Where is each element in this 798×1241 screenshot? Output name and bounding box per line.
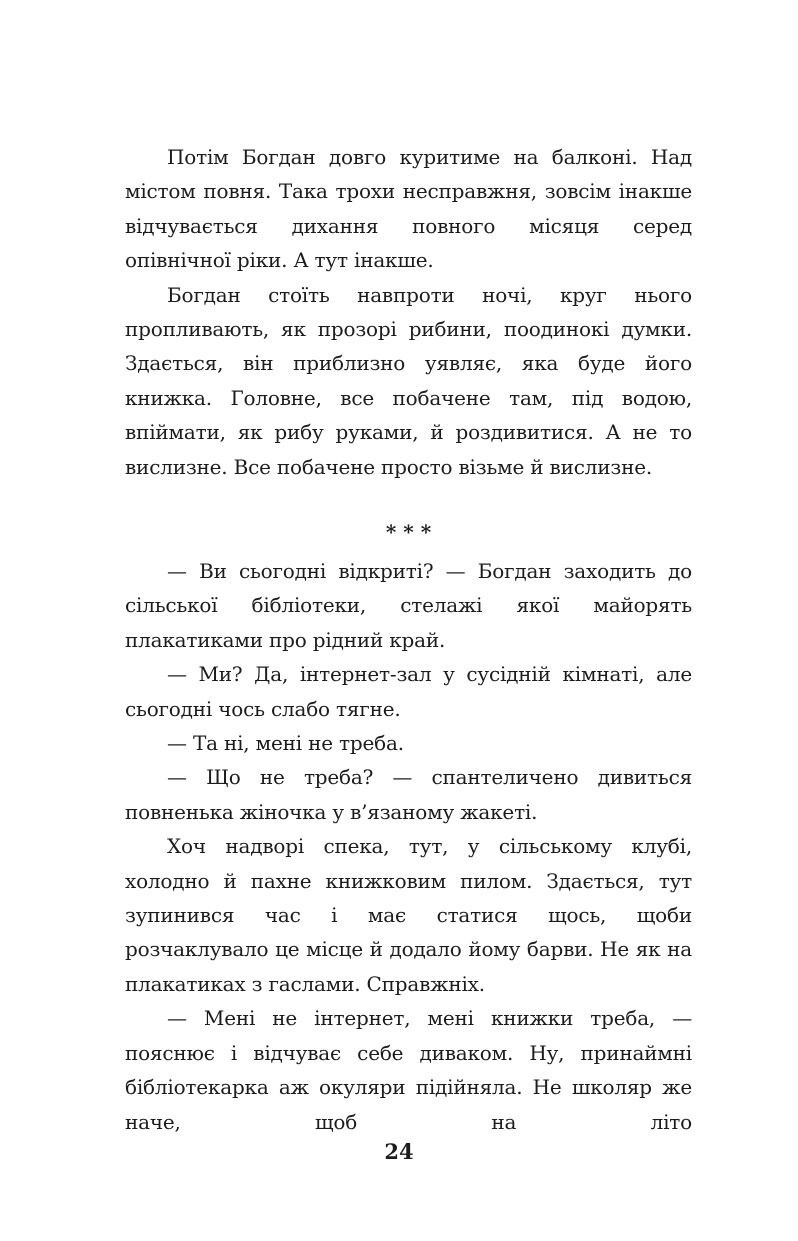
text-section-2 bbox=[125, 554, 692, 1139]
paragraph: Богдан стоїть навпроти ночі, круг нього пропливають, як прозорі рибини, поодинокі думки. Здається, він приблизно уявляє, яка буде його книжка. Головне, все побачене там, під водою, впіймати, як рибу руками, й роздивитися. А не то вислизне. Все побачене просто візьме й вислизне. bbox=[125, 282, 692, 479]
paragraph: Хоч надворі спека, тут, у сільському клубі, холодно й пахне книжковим пилом. Здається, тут зупинився час і має статися щось, щоби розчаклувало це місце й додало йому барви. Не як на плакатиках з гаслами. Справжніх. bbox=[125, 834, 692, 996]
paragraph: — Та ні, мені не треба. bbox=[167, 731, 404, 756]
paragraph: — Ми? Да, інтернет-зал у сусідній кімнаті, але сьогодні чось слабо тягне. bbox=[125, 662, 692, 721]
paragraph: — Ви сьогодні відкриті? — Богдан заходить до сільської бібліотеки, стелажі якої майорять плакатиками про рідний край. bbox=[125, 559, 692, 652]
paragraph: Потім Богдан довго куритиме на балконі. Над містом повня. Така трохи несправжня, зовсім інакше відчувається дихання повного місяця серед опівнічної ріки. А тут інакше. bbox=[125, 145, 692, 273]
section-separator: * * * bbox=[385, 520, 432, 544]
paragraph: — Мені не інтернет, мені книжки треба, — пояснює і відчуває себе диваком. Ну, принаймні бібліотекарка аж окуляри підійняла. Не школяр же наче, щоб на літо bbox=[125, 1006, 692, 1134]
paragraph: — Що не треба? — спантеличено дивиться повненька жіночка у в’язаному жакеті. bbox=[125, 765, 692, 824]
page-number: 24 bbox=[384, 1139, 414, 1164]
text-section-1 bbox=[125, 140, 692, 484]
